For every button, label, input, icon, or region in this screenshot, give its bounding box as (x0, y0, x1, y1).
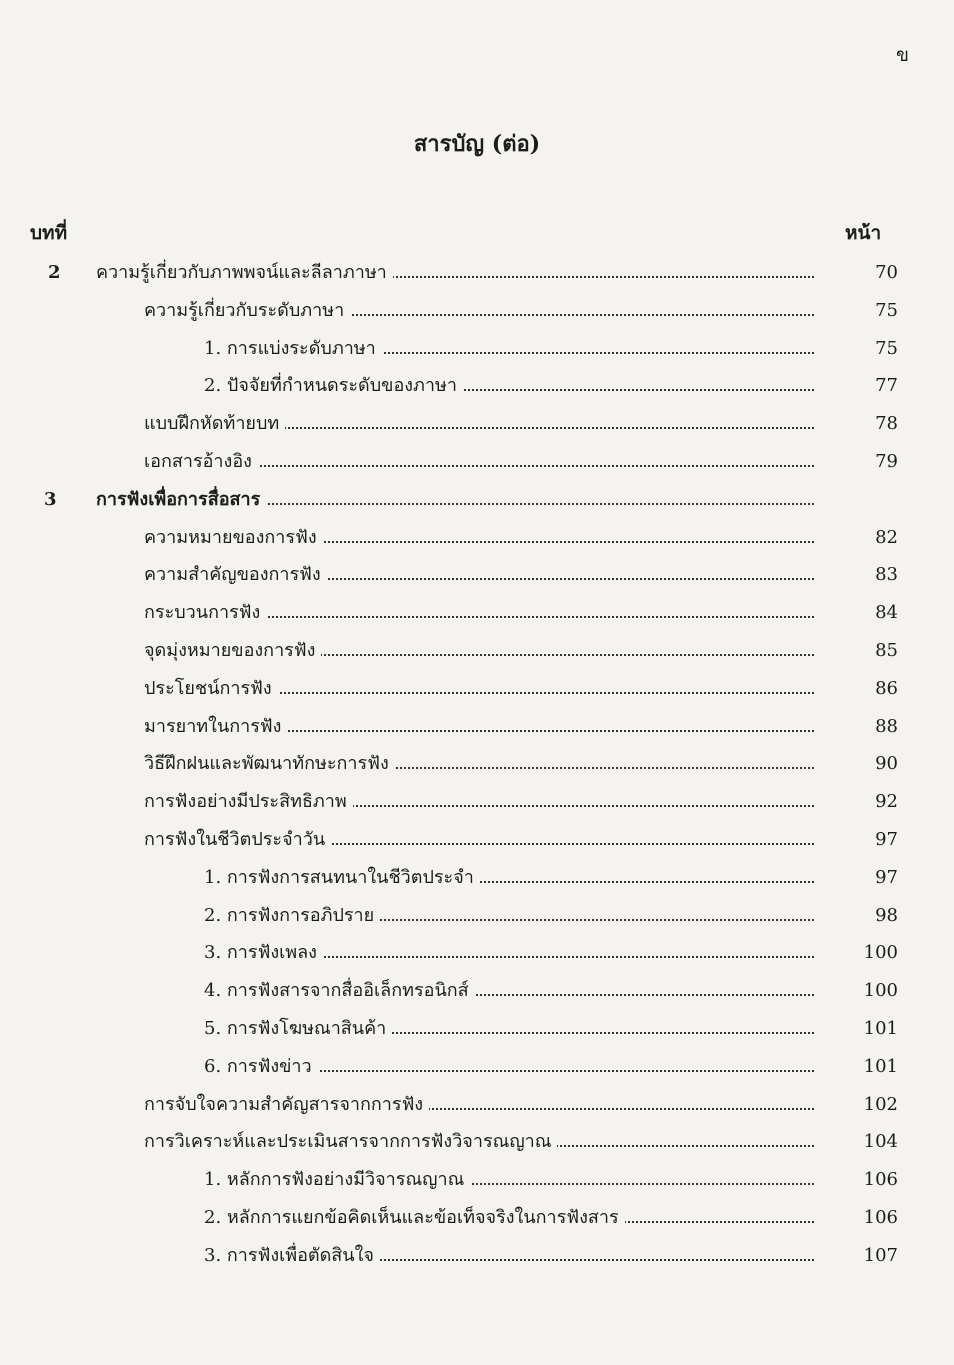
toc-page-number: 97 (875, 866, 898, 888)
toc-page-number: 79 (875, 451, 898, 472)
toc-page-number: 75 (875, 299, 898, 321)
toc-entry-label: การวิเคราะห์และประเมินสารจากการฟังวิจารณญาณ (144, 1127, 557, 1157)
page-title: สารบัญ (ต่อ) (413, 131, 541, 157)
toc-row (0, 1241, 954, 1271)
toc-page-number: 97 (875, 829, 898, 850)
toc-entry-label: กระบวนการฟัง (144, 598, 266, 628)
toc-page-number: 107 (863, 1244, 898, 1266)
toc-row (0, 1014, 954, 1044)
toc-entry-label: การจับใจความสำคัญสารจากการฟัง (144, 1090, 429, 1120)
toc-entry-label: 2. หลักการแยกข้อคิดเห็นและข้อเท็จจริงในการฟังสาร (204, 1203, 625, 1233)
toc-entry-label: มารยาทในการฟัง (144, 712, 287, 742)
toc-row (0, 938, 954, 968)
toc-entry-label: 1. หลักการฟังอย่างมีวิจารณญาณ (204, 1165, 470, 1195)
toc-row (0, 409, 954, 439)
toc-page-number: 88 (875, 715, 898, 737)
toc-row (0, 825, 954, 855)
toc-row (0, 523, 954, 553)
page-number: ข (896, 44, 909, 66)
toc-page-number: 92 (875, 791, 898, 813)
toc-entry-label: ความหมายของการฟัง (144, 523, 323, 553)
toc-page-number: 85 (875, 640, 898, 661)
toc-page-number: 102 (863, 1093, 898, 1115)
toc-page-number: 106 (863, 1207, 898, 1228)
toc-chapter-number: 3 (44, 488, 57, 510)
toc-page-number: 75 (875, 337, 898, 359)
toc-page-number: 82 (875, 526, 898, 548)
toc-entry-label: เอกสารอ้างอิง (144, 447, 258, 477)
toc-page-number: 78 (875, 413, 898, 435)
toc-row (0, 863, 954, 893)
toc-row (0, 371, 954, 401)
toc-entry-label: ความรู้เกี่ยวกับระดับภาษา (144, 296, 350, 326)
toc-row (0, 598, 954, 628)
toc-entry-label: 2. ปัจจัยที่กำหนดระดับของภาษา (204, 371, 463, 401)
toc-entry-label: แบบฝึกหัดท้ายบท (144, 409, 285, 439)
toc-row (0, 447, 954, 477)
toc-row (0, 560, 954, 590)
chapter-column-header: บทที่ (30, 222, 68, 244)
toc-entry-label: จุดมุ่งหมายของการฟัง (144, 636, 321, 666)
toc-row (0, 1165, 954, 1195)
toc-entry-label: การฟังอย่างมีประสิทธิภาพ (144, 787, 353, 817)
toc-entry-label: วิธีฝึกฝนและพัฒนาทักษะการฟัง (144, 749, 395, 779)
toc-entry-label: ความสำคัญของการฟัง (144, 560, 327, 590)
toc-row (0, 976, 954, 1006)
toc-entry-label: 3. การฟังเพลง (204, 938, 323, 968)
toc-page-number: 86 (875, 677, 898, 699)
toc-page-number: 101 (863, 1055, 898, 1077)
toc-entry-label: การฟังเพื่อการสื่อสาร (96, 485, 266, 515)
toc-entry-label: 4. การฟังสารจากสื่ออิเล็กทรอนิกส์ (204, 976, 475, 1006)
toc-page-number: 90 (875, 753, 898, 775)
toc-page-number: 100 (863, 980, 898, 1002)
toc-entry-label: ประโยชน์การฟัง (144, 674, 278, 704)
toc-page-number: 70 (875, 262, 898, 283)
toc-row (0, 674, 954, 704)
toc-row (0, 296, 954, 326)
toc-page-number: 98 (875, 904, 898, 926)
toc-entry-label: 1. การแบ่งระดับภาษา (204, 334, 382, 364)
toc-page-number: 84 (875, 602, 898, 624)
toc-row (0, 485, 954, 515)
toc-page-number: 106 (863, 1169, 898, 1191)
toc-row (0, 787, 954, 817)
toc-page-number: 100 (863, 942, 898, 964)
toc-row (0, 901, 954, 931)
toc-row (0, 636, 954, 666)
toc-row (0, 1090, 954, 1120)
toc-row (0, 1052, 954, 1082)
toc-page-number: 77 (875, 375, 898, 397)
toc-row (0, 334, 954, 364)
toc-row (0, 258, 954, 288)
toc-entry-label: 6. การฟังข่าว (204, 1052, 318, 1082)
toc-row (0, 1127, 954, 1157)
toc-entry-label: การฟังในชีวิตประจำวัน (144, 825, 331, 855)
toc-row (0, 712, 954, 742)
toc-entry-label: ความรู้เกี่ยวกับภาพพจน์และลีลาภาษา (96, 258, 393, 288)
toc-entry-label: 3. การฟังเพื่อตัดสินใจ (204, 1241, 380, 1271)
page-column-header: หน้า (845, 222, 882, 244)
toc-page-number: 104 (863, 1131, 898, 1153)
toc-row (0, 1203, 954, 1233)
toc-entry-label: 2. การฟังการอภิปราย (204, 901, 380, 931)
toc-page-number: 101 (863, 1018, 898, 1039)
toc-chapter-number: 2 (48, 262, 61, 283)
toc-page-number: 83 (875, 564, 898, 586)
toc-entry-label: 1. การฟังการสนทนาในชีวิตประจำ (204, 863, 480, 893)
toc-entry-label: 5. การฟังโฆษณาสินค้า (204, 1014, 392, 1044)
toc-row (0, 749, 954, 779)
